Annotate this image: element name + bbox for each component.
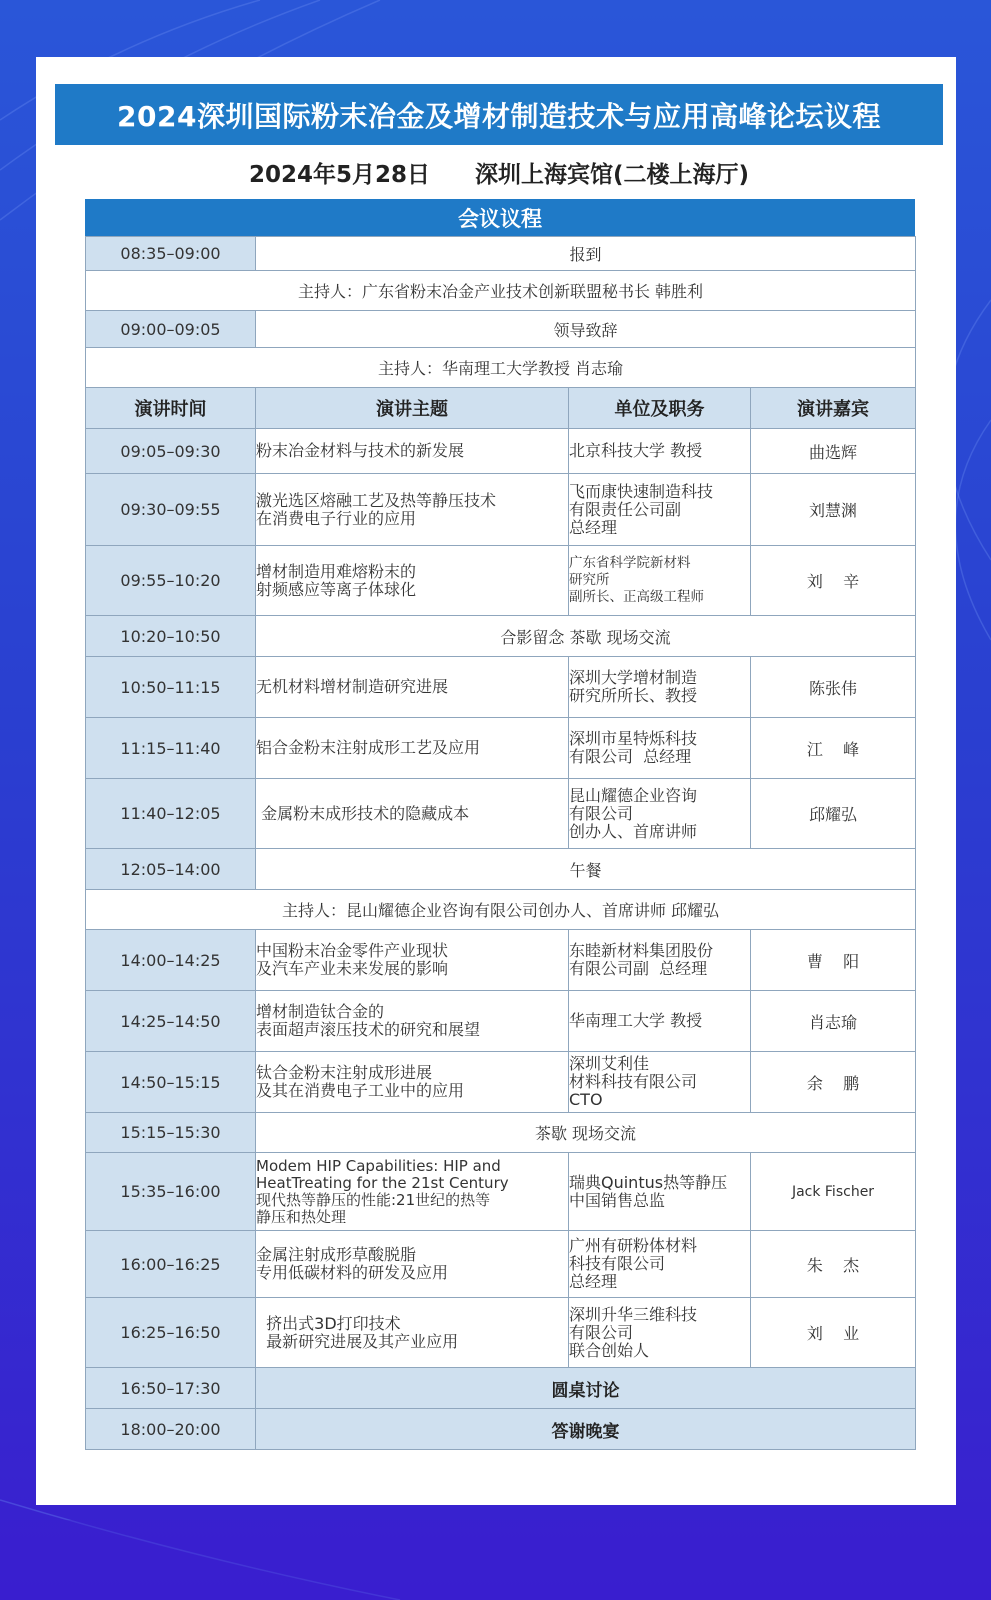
table-row	[86, 657, 916, 718]
speaker-name: 肖志瑜	[751, 991, 916, 1052]
affiliation-line: 有限公司	[569, 1322, 634, 1342]
table-row	[86, 930, 916, 991]
affiliation-line: 华南理工大学 教授	[569, 1011, 703, 1030]
topic-line: 激光选区熔融工艺及热等静压技术	[256, 490, 497, 510]
speaker-name: 江 峰	[751, 718, 916, 779]
topic-line: 钛合金粉末注射成形进展	[256, 1063, 433, 1082]
speaker-name: 邱耀弘	[751, 779, 916, 849]
session-label: 合影留念 茶歇 现场交流	[256, 616, 916, 657]
speaker-affiliation	[569, 429, 751, 474]
affiliation-line: 深圳艾利佳	[569, 1054, 650, 1073]
time-cell: 12:05–14:00	[86, 849, 256, 890]
affiliation-line: 深圳市星特烁科技	[569, 729, 698, 748]
time-cell: 16:00–16:25	[86, 1231, 256, 1298]
speaker-name: 曲选辉	[751, 429, 916, 474]
speaker-name: 刘 业	[751, 1298, 916, 1368]
host-row	[86, 271, 916, 311]
affiliation-line: 总经理	[569, 517, 618, 537]
talk-topic	[256, 718, 569, 779]
time-cell: 09:30–09:55	[86, 474, 256, 546]
affiliation-line: 有限公司副 总经理	[569, 959, 708, 978]
affiliation-line: 飞而康快速制造科技	[569, 481, 714, 501]
time-cell: 15:35–16:00	[86, 1153, 256, 1231]
column-header: 单位及职务	[569, 388, 751, 429]
table-row	[86, 718, 916, 779]
topic-line: 中国粉末冶金零件产业现状	[256, 941, 449, 960]
session-label: 午餐	[256, 849, 916, 890]
speaker-affiliation	[569, 718, 751, 779]
topic-line: Modem HIP Capabilities: HIP and	[256, 1156, 501, 1175]
affiliation-line: 中国销售总监	[569, 1190, 666, 1210]
column-header: 演讲主题	[256, 388, 569, 429]
time-cell: 16:50–17:30	[86, 1368, 256, 1409]
talk-topic	[256, 429, 569, 474]
affiliation-line: 东睦新材料集团股份	[569, 941, 714, 960]
time-cell: 08:35–09:00	[86, 237, 256, 271]
event-date: 2024年5月28日	[248, 161, 430, 188]
speaker-name: 陈张伟	[751, 657, 916, 718]
time-cell: 09:00–09:05	[86, 311, 256, 348]
affiliation-line: 瑞典Quintus热等静压	[569, 1172, 728, 1192]
table-row	[86, 237, 916, 271]
talk-topic	[256, 1298, 569, 1368]
time-cell: 14:50–15:15	[86, 1052, 256, 1113]
time-cell: 09:55–10:20	[86, 546, 256, 616]
talk-topic	[256, 474, 569, 546]
agenda-table	[85, 236, 916, 1450]
affiliation-line: 北京科技大学 教授	[569, 441, 703, 460]
table-row	[86, 1153, 916, 1231]
talk-topic	[256, 1153, 569, 1231]
speaker-affiliation	[569, 546, 751, 616]
topic-line: 在消费电子行业的应用	[256, 508, 417, 528]
affiliation-line: 研究所所长、教授	[569, 686, 698, 705]
affiliation-line: 有限公司	[569, 803, 634, 823]
affiliation-line: 创办人、首席讲师	[569, 821, 698, 841]
table-row	[86, 474, 916, 546]
host-row	[86, 890, 916, 930]
column-header: 演讲嘉宾	[751, 388, 916, 429]
topic-line: 无机材料增材制造研究进展	[256, 677, 449, 696]
speaker-name: 刘 辛	[751, 546, 916, 616]
speaker-affiliation	[569, 1298, 751, 1368]
time-cell: 14:00–14:25	[86, 930, 256, 991]
speaker-affiliation	[569, 1231, 751, 1298]
topic-line: 及其在消费电子工业中的应用	[256, 1081, 465, 1100]
speaker-affiliation	[569, 657, 751, 718]
topic-line: 现代热等静压的性能:21世纪的热等	[256, 1190, 491, 1209]
table-row	[86, 1231, 916, 1298]
time-cell: 14:25–14:50	[86, 991, 256, 1052]
speaker-name: 朱 杰	[751, 1231, 916, 1298]
speaker-name: 曹 阳	[751, 930, 916, 991]
affiliation-line: 有限责任公司副	[569, 499, 682, 519]
affiliation-line: 总经理	[569, 1272, 618, 1291]
affiliation-line: 研究所	[569, 572, 610, 588]
date-venue-line	[55, 152, 943, 192]
time-cell: 11:15–11:40	[86, 718, 256, 779]
speaker-affiliation	[569, 1052, 751, 1113]
topic-line: 挤出式3D打印技术	[256, 1313, 401, 1333]
host-label: 主持人：昆山耀德企业咨询有限公司创办人、首席讲师 邱耀弘	[86, 890, 916, 930]
topic-line: 射频感应等离子体球化	[256, 579, 417, 599]
speaker-name: 余 鹏	[751, 1052, 916, 1113]
host-label: 主持人：广东省粉末冶金产业技术创新联盟秘书长 韩胜利	[86, 271, 916, 311]
speaker-affiliation	[569, 474, 751, 546]
topic-line: 静压和热处理	[256, 1207, 347, 1226]
affiliation-line: 深圳升华三维科技	[569, 1304, 698, 1324]
topic-line: 金属注射成形草酸脱脂	[256, 1245, 417, 1264]
session-label: 茶歇 现场交流	[256, 1113, 916, 1153]
table-row	[86, 1052, 916, 1113]
affiliation-line: CTO	[569, 1090, 603, 1109]
session-label-shaded: 圆桌讨论	[256, 1368, 916, 1409]
topic-line: 金属粉末成形技术的隐藏成本	[256, 803, 470, 823]
talk-topic	[256, 779, 569, 849]
affiliation-line: 有限公司 总经理	[569, 747, 692, 766]
affiliation-line: 广州有研粉体材料	[569, 1236, 698, 1255]
affiliation-line: 昆山耀德企业咨询	[569, 785, 698, 805]
speaker-affiliation	[569, 991, 751, 1052]
topic-line: 及汽车产业未来发展的影响	[256, 959, 449, 978]
table-row	[86, 1409, 916, 1450]
time-cell: 10:20–10:50	[86, 616, 256, 657]
affiliation-line: 科技有限公司	[569, 1254, 666, 1273]
table-row	[86, 779, 916, 849]
page-title: 2024深圳国际粉末冶金及增材制造技术与应用高峰论坛议程	[55, 84, 943, 145]
column-header-row	[86, 388, 916, 429]
time-cell: 10:50–11:15	[86, 657, 256, 718]
topic-line: HeatTreating for the 21st Century	[256, 1173, 509, 1192]
speaker-affiliation	[569, 930, 751, 991]
speaker-name: 刘慧渊	[751, 474, 916, 546]
table-row	[86, 616, 916, 657]
affiliation-line: 联合创始人	[569, 1340, 650, 1360]
table-row	[86, 546, 916, 616]
column-header: 演讲时间	[86, 388, 256, 429]
affiliation-line: 深圳大学增材制造	[569, 668, 698, 687]
table-row	[86, 849, 916, 890]
topic-line: 增材制造用难熔粉末的	[256, 561, 417, 581]
time-cell: 18:00–20:00	[86, 1409, 256, 1450]
topic-line: 增材制造钛合金的	[256, 1002, 385, 1021]
session-label: 领导致辞	[256, 311, 916, 348]
table-row	[86, 991, 916, 1052]
event-venue: 深圳上海宾馆(二楼上海厅)	[475, 161, 750, 188]
time-cell: 16:25–16:50	[86, 1298, 256, 1368]
agenda-section-heading: 会议议程	[85, 199, 915, 236]
talk-topic	[256, 1052, 569, 1113]
topic-line: 铝合金粉末注射成形工艺及应用	[256, 738, 481, 757]
table-row	[86, 1368, 916, 1409]
talk-topic	[256, 657, 569, 718]
talk-topic	[256, 991, 569, 1052]
speaker-affiliation	[569, 779, 751, 849]
time-cell: 09:05–09:30	[86, 429, 256, 474]
time-cell: 15:15–15:30	[86, 1113, 256, 1153]
talk-topic	[256, 546, 569, 616]
affiliation-line: 材料科技有限公司	[569, 1072, 698, 1091]
table-row	[86, 1113, 916, 1153]
session-label-shaded: 答谢晚宴	[256, 1409, 916, 1450]
table-row	[86, 311, 916, 348]
topic-line: 表面超声滚压技术的研究和展望	[256, 1020, 481, 1039]
session-label: 报到	[256, 237, 916, 271]
affiliation-line: 广东省科学院新材料	[569, 555, 691, 571]
table-row	[86, 1298, 916, 1368]
topic-line: 粉末冶金材料与技术的新发展	[256, 441, 465, 460]
table-row	[86, 429, 916, 474]
topic-line: 最新研究进展及其产业应用	[256, 1331, 459, 1351]
topic-line: 专用低碳材料的研发及应用	[256, 1263, 449, 1282]
talk-topic	[256, 930, 569, 991]
affiliation-line: 副所长、正高级工程师	[569, 589, 704, 605]
speaker-affiliation	[569, 1153, 751, 1231]
host-label: 主持人：华南理工大学教授 肖志瑜	[86, 348, 916, 388]
time-cell: 11:40–12:05	[86, 779, 256, 849]
speaker-name: Jack Fischer	[751, 1153, 916, 1231]
talk-topic	[256, 1231, 569, 1298]
host-row	[86, 348, 916, 388]
